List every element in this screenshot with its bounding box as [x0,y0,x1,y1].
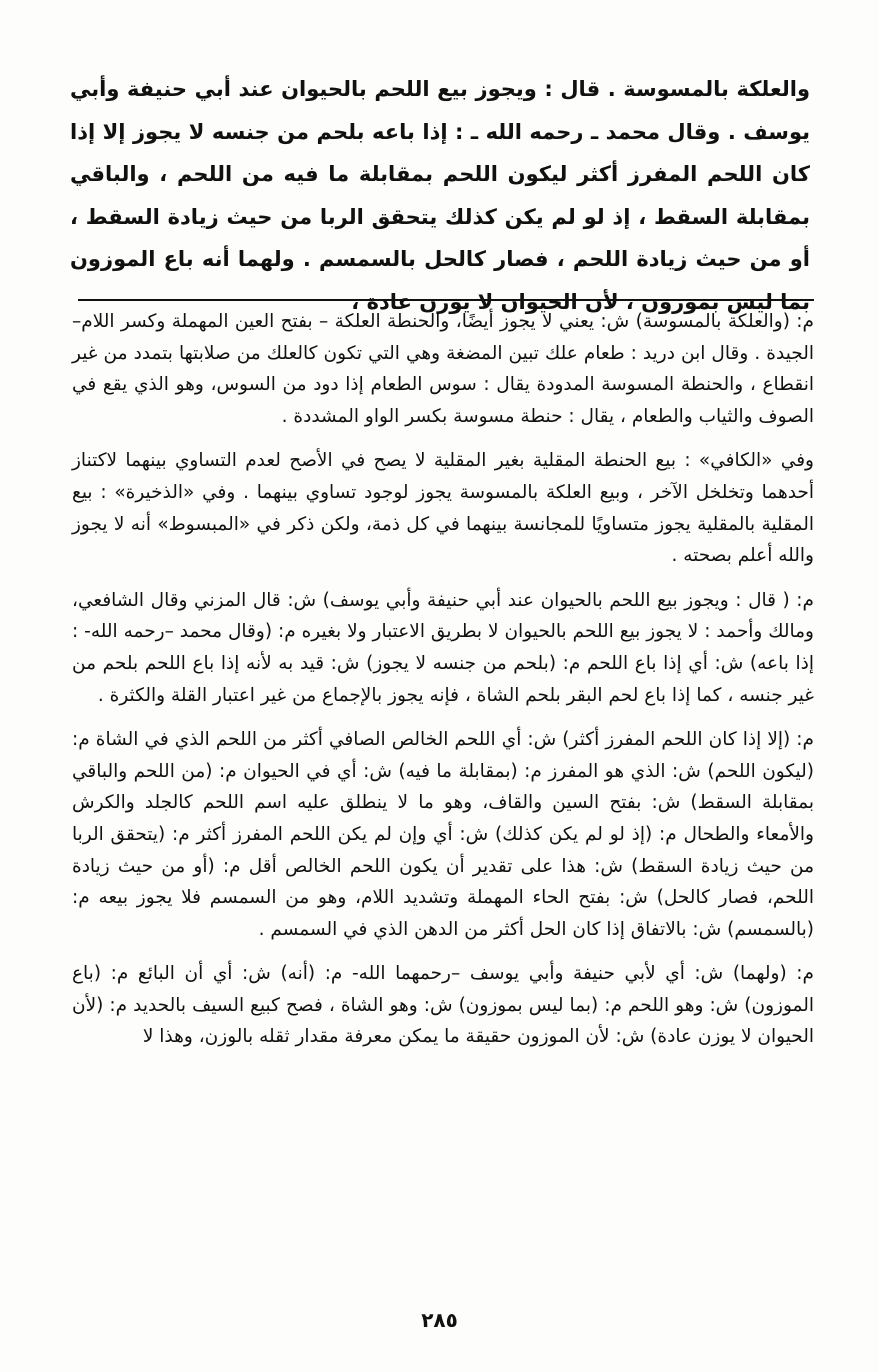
main-text-block [70,68,810,323]
section-divider [78,299,814,301]
commentary-block [72,306,814,1066]
commentary-paragraph-2: وفي «الكافي» : بيع الحنطة المقلية بغير المقلية لا يصح في الأصح لعدم التساوي بينهما لاكتناز أحدهما وتخلخل الآخر ، وبيع العلكة بالمسوسة يجوز لوجود تساوي بينهما . وفي «الذخيرة» : بيع المقلية بالمقلية يجوز متساويًا للمجانسة بينهما في كل ذمة، ولكن ذكر في «المبسوط» أنه لا يجوز والله أعلم بصحته . [72,450,814,567]
page-number: ٢٨٥ [421,1308,458,1332]
commentary-paragraph-5: م: (ولهما) ش: أي لأبي حنيفة وأبي يوسف –رحمهما الله- م: (أنه) ش: أي أن البائع م: (باع الموزون) ش: وهو اللحم م: (بما ليس بموزون) ش: وهو الشاة ، فصح كبيع السيف بالحديد م: (لأن الحيوان لا يوزن عادة) ش: لأن الموزون حقيقة ما يمكن معرفة مقدار ثقله بالوزن، وهذا لا [72,963,814,1048]
commentary-paragraph-3: م: ( قال : ويجوز بيع اللحم بالحيوان عند أبي حنيفة وأبي يوسف) ش: قال المزني وقال الشافعي، ومالك وأحمد : لا يجوز بيع اللحم بالحيوان لا بطريق الاعتبار ولا بغيره م: (وقال محمد –رحمه الله- : إذا باعه) ش: أي إذا باع اللحم م: (بلحم من جنسه لا يجوز) ش: قيد به لأنه إذا باع اللحم بلحم من غير جنسه ، كما إذا باع لحم البقر بلحم الشاة ، فإنه يجوز بالإجماع من غير اعتبار القلة والكثرة . [72,589,814,706]
commentary-paragraph-1: م: (والعلكة بالمسوسة) ش: يعني لا يجوز أيضًا، والحنطة العلكة – بفتح العين المهملة وكسر اللام– الجيدة . وقال ابن دريد : طعام علك تبين المضغة وهي التي تكون كالعلك من صلابتها بتمدد من غير انقطاع ، والحنطة المسوسة المدودة يقال : سوس الطعام إذا دود من السوس، وهو الذي يقع في الصوف والثياب والطعام ، يقال : حنطة مسوسة بكسر الواو المشددة . [72,311,814,427]
commentary-paragraph-4: م: (إلا إذا كان اللحم المفرز أكثر) ش: أي اللحم الخالص الصافي أكثر من اللحم الذي في الشاة م: (ليكون اللحم) ش: الذي هو المفرز م: (بمقابلة ما فيه) ش: أي في الحيوان م: (من اللحم والباقي بمقابلة السقط) ش: بفتح السين والقاف، وهو ما لا ينطلق عليه اسم اللحم كالجلد والكرش والأمعاء والطحال م: (إذ لو لم يكن كذلك) ش: أي وإن لم يكن اللحم المفرز أكثر م: (يتحقق الربا من حيث زيادة السقط) ش: هذا على تقدير أن يكون اللحم الخالص أقل م: (أو من حيث زيادة اللحم، فصار كالحل) ش: بفتح الحاء المهملة وتشديد اللام، وهو من السمسم فلا يجوز بيعه م: (بالسمسم) ش: بالاتفاق إذا كان الحل أكثر من الدهن الذي في السمسم . [72,729,814,940]
main-text-paragraph: والعلكة بالمسوسة . قال : ويجوز بيع اللحم بالحيوان عند أبي حنيفة وأبي يوسف . وقال محمد ـ رحمه الله ـ : إذا باعه بلحم من جنسه لا يجوز إلا إذا كان اللحم المفرز أكثر ليكون اللحم بمقابلة ما فيه من اللحم ، والباقي بمقابلة السقط ، إذ لو لم يكن كذلك يتحقق الربا من حيث زيادة السقط ، أو من حيث زيادة اللحم ، فصار كالحل بالسمسم . ولهما أنه باع الموزون بما ليس بموزون ، لأن الحيوان لا يوزن عادة ، [70,77,810,314]
